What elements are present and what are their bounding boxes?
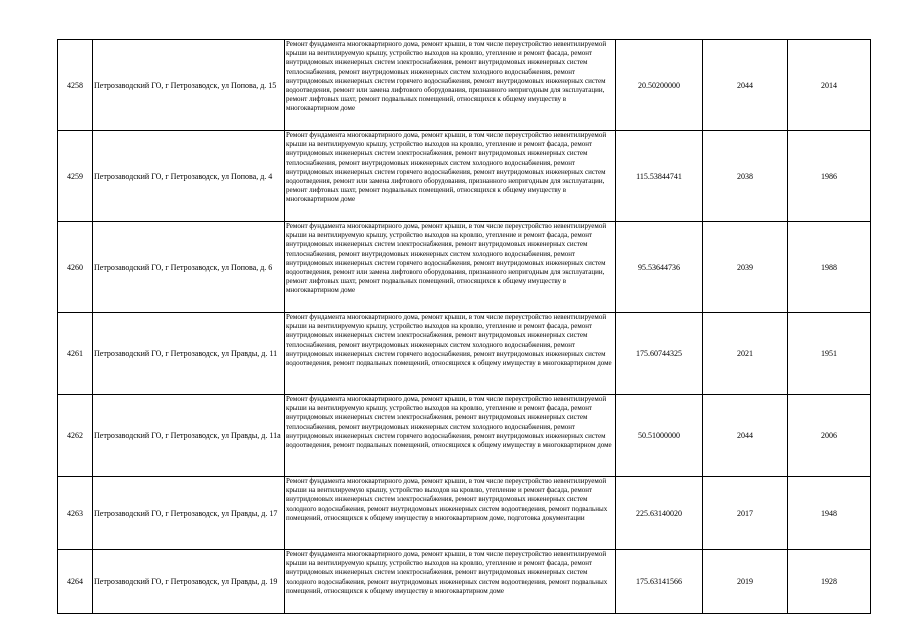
- planned-year-cell: 2044: [703, 395, 788, 477]
- build-year-cell: 1928: [788, 550, 871, 614]
- address-cell: Петрозаводский ГО, г Петрозаводск, ул Правды, д. 19: [93, 550, 285, 614]
- row-number-cell: 4259: [58, 131, 93, 222]
- cost-cell: 175.60744325: [616, 313, 703, 395]
- build-year-cell: 1951: [788, 313, 871, 395]
- build-year-cell: 1948: [788, 477, 871, 550]
- table-row: [58, 395, 871, 477]
- row-number-cell: 4261: [58, 313, 93, 395]
- table-row: [58, 550, 871, 614]
- row-number-cell: 4258: [58, 40, 93, 131]
- works-cell: Ремонт фундамента многоквартирного дома, ремонт крыши, в том числе переустройство невентилируемой крыши на вентилируемую крышу, устройство выходов на кровлю, утепление и ремонт фасада, ремонт внутридомовых инженерных систем электроснабжения, ремонт внутридомовых инженерных систем теплоснабжения, ремонт внутридомовых инженерных систем холодного водоснабжения, ремонт внутридомовых инженерных систем горячего водоснабжения, ремонт внутридомовых инженерных систем водоотведения, ремонт или замена лифтового оборудования, признанного непригодным для эксплуатации, ремонт лифтовых шахт, ремонт подвальных помещений, относящихся к общему имуществу в многоквартирном доме: [285, 40, 616, 131]
- table-row: [58, 477, 871, 550]
- capital-repair-table: [57, 39, 871, 614]
- planned-year-cell: 2044: [703, 40, 788, 131]
- address-cell: Петрозаводский ГО, г Петрозаводск, ул Попова, д. 6: [93, 222, 285, 313]
- row-number-cell: 4262: [58, 395, 93, 477]
- cost-cell: 95.53644736: [616, 222, 703, 313]
- cost-cell: 225.63140020: [616, 477, 703, 550]
- table-row: [58, 313, 871, 395]
- build-year-cell: 2006: [788, 395, 871, 477]
- works-cell: Ремонт фундамента многоквартирного дома, ремонт крыши, в том числе переустройство невентилируемой крыши на вентилируемую крышу, устройство выходов на кровлю, утепление и ремонт фасада, ремонт внутридомовых инженерных систем электроснабжения, ремонт внутридомовых инженерных систем теплоснабжения, ремонт внутридомовых инженерных систем холодного водоснабжения, ремонт внутридомовых инженерных систем горячего водоснабжения, ремонт внутридомовых инженерных систем водоотведения, ремонт или замена лифтового оборудования, признанного непригодным для эксплуатации, ремонт лифтовых шахт, ремонт подвальных помещений, относящихся к общему имуществу в многоквартирном доме: [285, 131, 616, 222]
- address-cell: Петрозаводский ГО, г Петрозаводск, ул Правды, д. 17: [93, 477, 285, 550]
- address-cell: Петрозаводский ГО, г Петрозаводск, ул Попова, д. 4: [93, 131, 285, 222]
- table-row: [58, 40, 871, 131]
- planned-year-cell: 2039: [703, 222, 788, 313]
- build-year-cell: 1988: [788, 222, 871, 313]
- planned-year-cell: 2021: [703, 313, 788, 395]
- works-cell: Ремонт фундамента многоквартирного дома, ремонт крыши, в том числе переустройство невентилируемой крыши на вентилируемую крышу, устройство выходов на кровлю, утепление и ремонт фасада, ремонт внутридомовых инженерных систем электроснабжения, ремонт внутридомовых инженерных систем холодного водоснабжения, ремонт внутридомовых инженерных систем водоотведения, ремонт подвальных помещений, относящихся к общему имуществу в многоквартирном доме: [285, 550, 616, 614]
- planned-year-cell: 2019: [703, 550, 788, 614]
- planned-year-cell: 2038: [703, 131, 788, 222]
- row-number-cell: 4260: [58, 222, 93, 313]
- document-page: [57, 39, 871, 614]
- cost-cell: 175.63141566: [616, 550, 703, 614]
- row-number-cell: 4263: [58, 477, 93, 550]
- address-cell: Петрозаводский ГО, г Петрозаводск, ул Правды, д. 11а: [93, 395, 285, 477]
- cost-cell: 115.53844741: [616, 131, 703, 222]
- cost-cell: 50.51000000: [616, 395, 703, 477]
- address-cell: Петрозаводский ГО, г Петрозаводск, ул Попова, д. 15: [93, 40, 285, 131]
- row-number-cell: 4264: [58, 550, 93, 614]
- works-cell: Ремонт фундамента многоквартирного дома, ремонт крыши, в том числе переустройство невентилируемой крыши на вентилируемую крышу, устройство выходов на кровлю, утепление и ремонт фасада, ремонт внутридомовых инженерных систем электроснабжения, ремонт внутридомовых инженерных систем теплоснабжения, ремонт внутридомовых инженерных систем холодного водоснабжения, ремонт внутридомовых инженерных систем горячего водоснабжения, ремонт внутридомовых инженерных систем водоотведения, ремонт подвальных помещений, относящихся к общему имуществу в многоквартирном доме: [285, 395, 616, 477]
- works-cell: Ремонт фундамента многоквартирного дома, ремонт крыши, в том числе переустройство невентилируемой крыши на вентилируемую крышу, устройство выходов на кровлю, утепление и ремонт фасада, ремонт внутридомовых инженерных систем электроснабжения, ремонт внутридомовых инженерных систем холодного водоснабжения, ремонт внутридомовых инженерных систем водоотведения, ремонт подвальных помещений, относящихся к общему имуществу в многоквартирном доме, подготовка документации: [285, 477, 616, 550]
- works-cell: Ремонт фундамента многоквартирного дома, ремонт крыши, в том числе переустройство невентилируемой крыши на вентилируемую крышу, устройство выходов на кровлю, утепление и ремонт фасада, ремонт внутридомовых инженерных систем электроснабжения, ремонт внутридомовых инженерных систем теплоснабжения, ремонт внутридомовых инженерных систем холодного водоснабжения, ремонт внутридомовых инженерных систем горячего водоснабжения, ремонт внутридомовых инженерных систем водоотведения, ремонт подвальных помещений, относящихся к общему имуществу в многоквартирном доме: [285, 313, 616, 395]
- address-cell: Петрозаводский ГО, г Петрозаводск, ул Правды, д. 11: [93, 313, 285, 395]
- planned-year-cell: 2017: [703, 477, 788, 550]
- cost-cell: 20.50200000: [616, 40, 703, 131]
- works-cell: Ремонт фундамента многоквартирного дома, ремонт крыши, в том числе переустройство невентилируемой крыши на вентилируемую крышу, устройство выходов на кровлю, утепление и ремонт фасада, ремонт внутридомовых инженерных систем электроснабжения, ремонт внутридомовых инженерных систем теплоснабжения, ремонт внутридомовых инженерных систем холодного водоснабжения, ремонт внутридомовых инженерных систем горячего водоснабжения, ремонт внутридомовых инженерных систем водоотведения, ремонт или замена лифтового оборудования, признанного непригодным для эксплуатации, ремонт лифтовых шахт, ремонт подвальных помещений, относящихся к общему имуществу в многоквартирном доме: [285, 222, 616, 313]
- build-year-cell: 2014: [788, 40, 871, 131]
- table-row: [58, 131, 871, 222]
- build-year-cell: 1986: [788, 131, 871, 222]
- table-row: [58, 222, 871, 313]
